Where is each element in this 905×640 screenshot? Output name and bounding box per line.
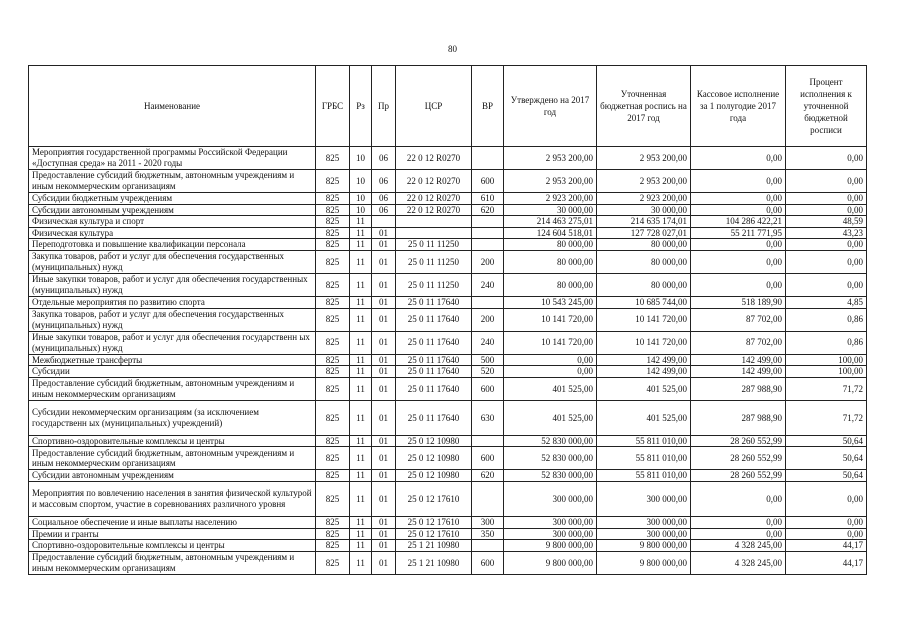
table-row	[29, 227, 867, 239]
row-grbs-cell: 825	[316, 551, 350, 574]
row-cash-cell: 0,00	[691, 482, 786, 517]
row-csr-cell: 25 0 11 17640	[396, 377, 472, 400]
row-grbs-cell: 825	[316, 354, 350, 366]
header-cash: Кассовое исполнение за 1 полугодие 2017 года	[691, 66, 786, 147]
row-pr-cell: 01	[372, 470, 396, 482]
table-row	[29, 331, 867, 354]
row-vr-cell	[472, 435, 504, 447]
row-rz-cell: 11	[350, 308, 372, 331]
row-refined-cell: 10 141 720,00	[597, 308, 691, 331]
row-csr-cell: 25 0 11 11250	[396, 239, 472, 251]
row-cash-cell: 87 702,00	[691, 308, 786, 331]
row-refined-cell: 10 685 744,00	[597, 297, 691, 309]
row-refined-cell: 2 953 200,00	[597, 147, 691, 170]
row-name-cell: Мероприятия по вовлечению населения в занятия физической культурой и массовым спортом, участие в соревнованиях различного уровня	[29, 482, 316, 517]
row-refined-cell: 55 811 010,00	[597, 447, 691, 470]
row-vr-cell	[472, 540, 504, 552]
row-cash-cell: 55 211 771,95	[691, 227, 786, 239]
row-percent-cell: 44,17	[786, 551, 867, 574]
header-csr: ЦСР	[396, 66, 472, 147]
row-pr-cell: 06	[372, 147, 396, 170]
row-approved-cell: 9 800 000,00	[504, 551, 597, 574]
row-vr-cell: 610	[472, 193, 504, 205]
row-refined-cell: 300 000,00	[597, 528, 691, 540]
row-name-cell: Физическая культура	[29, 227, 316, 239]
table-header-row	[29, 66, 867, 147]
row-vr-cell: 620	[472, 470, 504, 482]
row-grbs-cell: 825	[316, 540, 350, 552]
row-vr-cell: 240	[472, 331, 504, 354]
row-approved-cell: 10 141 720,00	[504, 331, 597, 354]
table-row	[29, 366, 867, 378]
row-approved-cell: 52 830 000,00	[504, 435, 597, 447]
table-row	[29, 308, 867, 331]
row-refined-cell: 142 499,00	[597, 366, 691, 378]
row-rz-cell: 11	[350, 540, 372, 552]
row-refined-cell: 80 000,00	[597, 251, 691, 274]
row-vr-cell: 520	[472, 366, 504, 378]
row-percent-cell: 0,00	[786, 147, 867, 170]
row-name-cell: Субсидии бюджетным учреждениям	[29, 193, 316, 205]
row-grbs-cell: 825	[316, 239, 350, 251]
row-vr-cell	[472, 216, 504, 228]
table-row	[29, 528, 867, 540]
row-vr-cell: 630	[472, 400, 504, 435]
row-approved-cell: 80 000,00	[504, 239, 597, 251]
row-name-cell: Премии и гранты	[29, 528, 316, 540]
row-grbs-cell: 825	[316, 227, 350, 239]
row-name-cell: Социальное обеспечение и иные выплаты населению	[29, 517, 316, 529]
row-cash-cell: 87 702,00	[691, 331, 786, 354]
header-name: Наименование	[29, 66, 316, 147]
row-csr-cell: 25 0 11 17640	[396, 308, 472, 331]
row-refined-cell: 2 953 200,00	[597, 170, 691, 193]
row-refined-cell: 9 800 000,00	[597, 551, 691, 574]
row-csr-cell: 25 0 11 17640	[396, 400, 472, 435]
row-csr-cell: 25 0 12 17610	[396, 517, 472, 529]
row-pr-cell: 01	[372, 540, 396, 552]
table-row	[29, 147, 867, 170]
table-row	[29, 297, 867, 309]
row-rz-cell: 11	[350, 377, 372, 400]
table-body	[29, 147, 867, 575]
row-csr-cell: 22 0 12 R0270	[396, 193, 472, 205]
table-row	[29, 540, 867, 552]
row-pr-cell: 01	[372, 331, 396, 354]
row-csr-cell: 25 0 11 17640	[396, 366, 472, 378]
row-cash-cell: 0,00	[691, 147, 786, 170]
row-percent-cell: 0,00	[786, 204, 867, 216]
row-rz-cell: 11	[350, 216, 372, 228]
row-rz-cell: 11	[350, 354, 372, 366]
row-name-cell: Закупка товаров, работ и услуг для обеспечения государственных (муниципальных) нужд	[29, 251, 316, 274]
table-row	[29, 435, 867, 447]
row-cash-cell: 4 328 245,00	[691, 551, 786, 574]
row-refined-cell: 127 728 027,01	[597, 227, 691, 239]
row-grbs-cell: 825	[316, 528, 350, 540]
row-name-cell: Субсидии	[29, 366, 316, 378]
row-grbs-cell: 825	[316, 147, 350, 170]
header-percent: Процент исполнения к уточненной бюджетной росписи	[786, 66, 867, 147]
row-pr-cell: 01	[372, 354, 396, 366]
row-csr-cell: 25 0 11 11250	[396, 251, 472, 274]
row-name-cell: Переподготовка и повышение квалификации персонала	[29, 239, 316, 251]
row-approved-cell: 2 923 200,00	[504, 193, 597, 205]
row-refined-cell: 300 000,00	[597, 517, 691, 529]
row-grbs-cell: 825	[316, 482, 350, 517]
table-row	[29, 216, 867, 228]
row-csr-cell: 22 0 12 R0270	[396, 204, 472, 216]
header-vr: ВР	[472, 66, 504, 147]
row-approved-cell: 10 543 245,00	[504, 297, 597, 309]
row-percent-cell: 0,00	[786, 193, 867, 205]
row-name-cell: Мероприятия государственной программы Российской Федерации «Доступная среда» на 2011 - 2020 годы	[29, 147, 316, 170]
row-pr-cell: 01	[372, 435, 396, 447]
row-name-cell: Предоставление субсидий бюджетным, автономным учреждениям и иным некоммерческим организациям	[29, 377, 316, 400]
row-vr-cell	[472, 239, 504, 251]
row-approved-cell: 401 525,00	[504, 400, 597, 435]
row-csr-cell	[396, 216, 472, 228]
budget-execution-table	[28, 65, 867, 575]
row-rz-cell: 11	[350, 528, 372, 540]
row-percent-cell: 0,00	[786, 517, 867, 529]
row-percent-cell: 0,00	[786, 170, 867, 193]
row-csr-cell: 25 0 12 10980	[396, 470, 472, 482]
row-percent-cell: 71,72	[786, 377, 867, 400]
row-csr-cell: 25 0 11 17640	[396, 297, 472, 309]
row-vr-cell: 500	[472, 354, 504, 366]
row-pr-cell: 01	[372, 227, 396, 239]
row-refined-cell: 30 000,00	[597, 204, 691, 216]
row-rz-cell: 11	[350, 251, 372, 274]
row-approved-cell: 0,00	[504, 366, 597, 378]
header-refined: Уточненная бюджетная роспись на 2017 год	[597, 66, 691, 147]
row-name-cell: Закупка товаров, работ и услуг для обеспечения государственных (муниципальных) нужд	[29, 308, 316, 331]
row-refined-cell: 142 499,00	[597, 354, 691, 366]
row-csr-cell: 25 0 12 10980	[396, 447, 472, 470]
row-pr-cell: 01	[372, 551, 396, 574]
row-name-cell: Отдельные мероприятия по развитию спорта	[29, 297, 316, 309]
row-rz-cell: 11	[350, 447, 372, 470]
table-row	[29, 400, 867, 435]
table-row	[29, 354, 867, 366]
row-rz-cell: 10	[350, 204, 372, 216]
table-row	[29, 517, 867, 529]
row-vr-cell	[472, 147, 504, 170]
header-rz: Рз	[350, 66, 372, 147]
row-rz-cell: 10	[350, 147, 372, 170]
row-pr-cell: 06	[372, 170, 396, 193]
row-vr-cell: 600	[472, 447, 504, 470]
row-pr-cell: 01	[372, 308, 396, 331]
row-cash-cell: 142 499,00	[691, 366, 786, 378]
row-pr-cell: 01	[372, 297, 396, 309]
row-pr-cell: 01	[372, 239, 396, 251]
row-csr-cell: 25 1 21 10980	[396, 540, 472, 552]
row-refined-cell: 10 141 720,00	[597, 331, 691, 354]
row-name-cell: Предоставление субсидий бюджетным, автономным учреждениям и иным некоммерческим организациям	[29, 447, 316, 470]
row-grbs-cell: 825	[316, 377, 350, 400]
row-vr-cell: 240	[472, 274, 504, 297]
row-percent-cell: 0,00	[786, 239, 867, 251]
header-pr: Пр	[372, 66, 396, 147]
row-name-cell: Спортивно-оздоровительные комплексы и центры	[29, 435, 316, 447]
row-csr-cell: 25 0 11 17640	[396, 354, 472, 366]
row-rz-cell: 11	[350, 366, 372, 378]
row-approved-cell: 300 000,00	[504, 517, 597, 529]
row-rz-cell: 11	[350, 435, 372, 447]
row-csr-cell: 25 0 12 10980	[396, 435, 472, 447]
row-cash-cell: 28 260 552,99	[691, 470, 786, 482]
row-percent-cell: 48,59	[786, 216, 867, 228]
row-vr-cell: 620	[472, 204, 504, 216]
row-approved-cell: 9 800 000,00	[504, 540, 597, 552]
row-cash-cell: 0,00	[691, 517, 786, 529]
row-pr-cell: 01	[372, 251, 396, 274]
row-vr-cell: 600	[472, 551, 504, 574]
row-rz-cell: 11	[350, 274, 372, 297]
row-grbs-cell: 825	[316, 251, 350, 274]
row-grbs-cell: 825	[316, 216, 350, 228]
row-cash-cell: 0,00	[691, 193, 786, 205]
row-grbs-cell: 825	[316, 308, 350, 331]
row-cash-cell: 0,00	[691, 251, 786, 274]
row-approved-cell: 401 525,00	[504, 377, 597, 400]
row-approved-cell: 300 000,00	[504, 482, 597, 517]
row-vr-cell: 200	[472, 308, 504, 331]
row-percent-cell: 4,85	[786, 297, 867, 309]
row-approved-cell: 80 000,00	[504, 251, 597, 274]
row-percent-cell: 43,23	[786, 227, 867, 239]
table-row	[29, 274, 867, 297]
row-grbs-cell: 825	[316, 517, 350, 529]
row-name-cell: Иные закупки товаров, работ и услуг для обеспечения государственных (муниципальных) нужд	[29, 274, 316, 297]
row-approved-cell: 2 953 200,00	[504, 147, 597, 170]
row-cash-cell: 0,00	[691, 170, 786, 193]
row-pr-cell: 01	[372, 366, 396, 378]
row-percent-cell: 50,64	[786, 470, 867, 482]
row-refined-cell: 80 000,00	[597, 239, 691, 251]
row-cash-cell: 28 260 552,99	[691, 447, 786, 470]
row-grbs-cell: 825	[316, 297, 350, 309]
row-cash-cell: 4 328 245,00	[691, 540, 786, 552]
row-percent-cell: 0,00	[786, 251, 867, 274]
row-percent-cell: 100,00	[786, 354, 867, 366]
row-pr-cell: 01	[372, 377, 396, 400]
row-percent-cell: 71,72	[786, 400, 867, 435]
header-grbs: ГРБС	[316, 66, 350, 147]
row-cash-cell: 0,00	[691, 204, 786, 216]
row-percent-cell: 0,00	[786, 482, 867, 517]
row-approved-cell: 52 830 000,00	[504, 447, 597, 470]
row-grbs-cell: 825	[316, 470, 350, 482]
row-csr-cell: 25 0 11 11250	[396, 274, 472, 297]
row-pr-cell: 01	[372, 528, 396, 540]
row-vr-cell: 600	[472, 377, 504, 400]
row-csr-cell: 25 1 21 10980	[396, 551, 472, 574]
row-name-cell: Субсидии автономным учреждениям	[29, 204, 316, 216]
row-grbs-cell: 825	[316, 193, 350, 205]
row-approved-cell: 214 463 275,01	[504, 216, 597, 228]
row-pr-cell: 06	[372, 204, 396, 216]
row-rz-cell: 11	[350, 551, 372, 574]
row-percent-cell: 50,64	[786, 435, 867, 447]
row-refined-cell: 401 525,00	[597, 377, 691, 400]
row-percent-cell: 0,00	[786, 528, 867, 540]
row-approved-cell: 52 830 000,00	[504, 470, 597, 482]
row-rz-cell: 11	[350, 227, 372, 239]
row-rz-cell: 11	[350, 470, 372, 482]
row-pr-cell	[372, 216, 396, 228]
row-grbs-cell: 825	[316, 204, 350, 216]
row-approved-cell: 300 000,00	[504, 528, 597, 540]
row-pr-cell: 06	[372, 193, 396, 205]
table-row	[29, 470, 867, 482]
row-rz-cell: 11	[350, 297, 372, 309]
row-name-cell: Иные закупки товаров, работ и услуг для обеспечения государственн ых (муниципальных) нужд	[29, 331, 316, 354]
row-approved-cell: 2 953 200,00	[504, 170, 597, 193]
row-rz-cell: 11	[350, 400, 372, 435]
row-grbs-cell: 825	[316, 331, 350, 354]
row-name-cell: Предоставление субсидий бюджетным, автономным учреждениям и иным некоммерческим организациям	[29, 170, 316, 193]
row-grbs-cell: 825	[316, 274, 350, 297]
row-vr-cell	[472, 227, 504, 239]
table-row	[29, 482, 867, 517]
row-refined-cell: 2 923 200,00	[597, 193, 691, 205]
row-approved-cell: 80 000,00	[504, 274, 597, 297]
row-vr-cell: 350	[472, 528, 504, 540]
row-csr-cell: 25 0 12 17610	[396, 528, 472, 540]
row-cash-cell: 518 189,90	[691, 297, 786, 309]
row-refined-cell: 55 811 010,00	[597, 470, 691, 482]
row-name-cell: Субсидии некоммерческим организациям (за исключением государственн ых (муниципальных) учреждений)	[29, 400, 316, 435]
row-csr-cell: 22 0 12 R0270	[396, 147, 472, 170]
table-row	[29, 377, 867, 400]
table-row	[29, 551, 867, 574]
row-name-cell: Субсидии автономным учреждениям	[29, 470, 316, 482]
row-csr-cell	[396, 227, 472, 239]
row-name-cell: Спортивно-оздоровительные комплексы и центры	[29, 540, 316, 552]
row-grbs-cell: 825	[316, 400, 350, 435]
row-cash-cell: 0,00	[691, 528, 786, 540]
row-vr-cell: 600	[472, 170, 504, 193]
row-cash-cell: 0,00	[691, 274, 786, 297]
row-cash-cell: 287 988,90	[691, 377, 786, 400]
row-grbs-cell: 825	[316, 447, 350, 470]
row-refined-cell: 300 000,00	[597, 482, 691, 517]
row-percent-cell: 44,17	[786, 540, 867, 552]
row-vr-cell: 300	[472, 517, 504, 529]
row-percent-cell: 0,86	[786, 308, 867, 331]
row-csr-cell: 22 0 12 R0270	[396, 170, 472, 193]
row-rz-cell: 11	[350, 331, 372, 354]
row-refined-cell: 401 525,00	[597, 400, 691, 435]
row-refined-cell: 80 000,00	[597, 274, 691, 297]
row-rz-cell: 11	[350, 239, 372, 251]
row-name-cell: Предоставление субсидий бюджетным, автономным учреждениям и иным некоммерческим организациям	[29, 551, 316, 574]
row-grbs-cell: 825	[316, 366, 350, 378]
row-approved-cell: 0,00	[504, 354, 597, 366]
row-pr-cell: 01	[372, 482, 396, 517]
row-rz-cell: 11	[350, 482, 372, 517]
row-percent-cell: 0,00	[786, 274, 867, 297]
row-pr-cell: 01	[372, 274, 396, 297]
row-rz-cell: 10	[350, 193, 372, 205]
row-percent-cell: 0,86	[786, 331, 867, 354]
row-rz-cell: 10	[350, 170, 372, 193]
row-cash-cell: 104 286 422,21	[691, 216, 786, 228]
page-number: 80	[448, 44, 457, 54]
row-percent-cell: 100,00	[786, 366, 867, 378]
row-refined-cell: 9 800 000,00	[597, 540, 691, 552]
row-csr-cell: 25 0 12 17610	[396, 482, 472, 517]
row-cash-cell: 0,00	[691, 239, 786, 251]
row-approved-cell: 124 604 518,01	[504, 227, 597, 239]
row-vr-cell	[472, 482, 504, 517]
header-approved: Утверждено на 2017 год	[504, 66, 597, 147]
row-refined-cell: 214 635 174,01	[597, 216, 691, 228]
table-row	[29, 251, 867, 274]
row-approved-cell: 10 141 720,00	[504, 308, 597, 331]
row-pr-cell: 01	[372, 447, 396, 470]
row-percent-cell: 50,64	[786, 447, 867, 470]
row-name-cell: Межбюджетные трансферты	[29, 354, 316, 366]
row-pr-cell: 01	[372, 517, 396, 529]
row-refined-cell: 55 811 010,00	[597, 435, 691, 447]
table-row	[29, 204, 867, 216]
row-cash-cell: 142 499,00	[691, 354, 786, 366]
table-row	[29, 447, 867, 470]
table-row	[29, 239, 867, 251]
row-csr-cell: 25 0 11 17640	[396, 331, 472, 354]
table-row	[29, 193, 867, 205]
row-pr-cell: 01	[372, 400, 396, 435]
row-vr-cell: 200	[472, 251, 504, 274]
row-cash-cell: 28 260 552,99	[691, 435, 786, 447]
row-grbs-cell: 825	[316, 170, 350, 193]
table-row	[29, 170, 867, 193]
row-approved-cell: 30 000,00	[504, 204, 597, 216]
row-grbs-cell: 825	[316, 435, 350, 447]
row-cash-cell: 287 988,90	[691, 400, 786, 435]
row-rz-cell: 11	[350, 517, 372, 529]
row-name-cell: Физическая культура и спорт	[29, 216, 316, 228]
row-vr-cell	[472, 297, 504, 309]
